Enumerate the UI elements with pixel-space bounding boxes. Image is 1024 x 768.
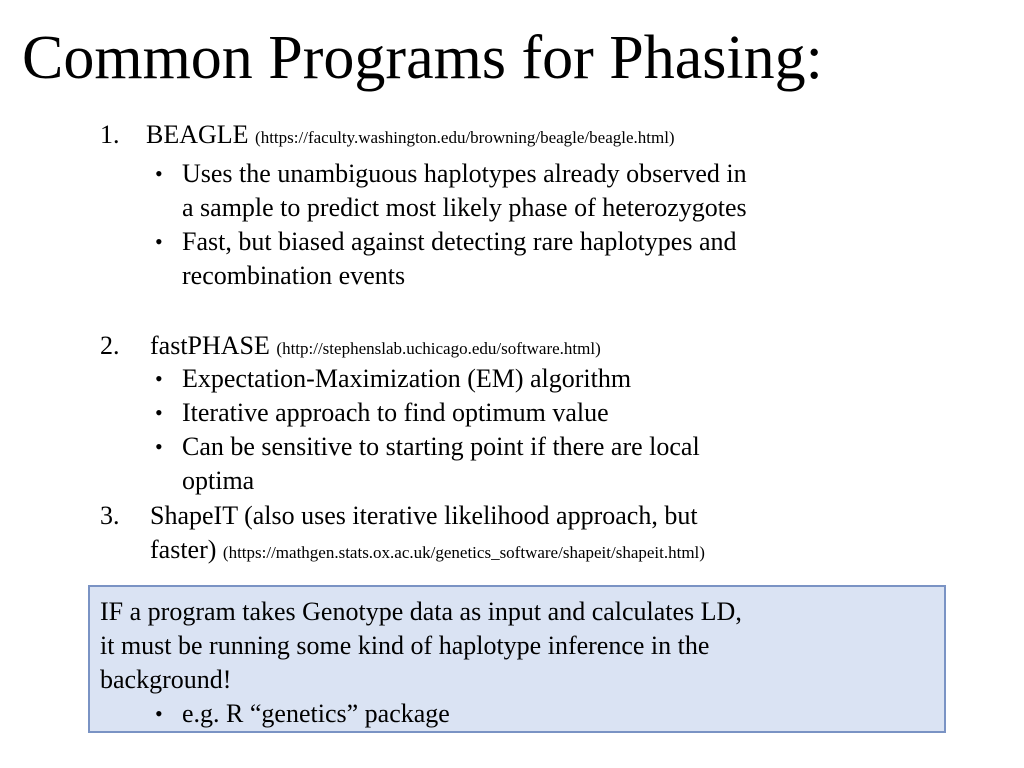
beagle-url: (https://faculty.washington.edu/browning/beagle/beagle.html) [255, 128, 675, 147]
item-2-heading [150, 329, 601, 366]
shapeit-line-1: ShapeIT (also uses iterative likelihood approach, but [150, 501, 698, 530]
callout-line-3: background! [100, 665, 232, 694]
item-number-1: 1. [100, 120, 120, 149]
beagle-bullet-2-line-1: Fast, but biased against detecting rare haplotypes and [182, 227, 737, 256]
item-number-3: 3. [100, 501, 120, 530]
program-name-fastphase: fastPHASE [150, 331, 270, 360]
beagle-bullet-1-line-2: a sample to predict most likely phase of heterozygotes [182, 193, 747, 222]
shapeit-url: (https://mathgen.stats.ox.ac.uk/genetics_software/shapeit/shapeit.html) [222, 543, 705, 562]
bullet-icon: • [155, 366, 163, 391]
bullet-icon: • [155, 161, 163, 186]
item-1-heading [146, 118, 675, 155]
bullet-icon: • [155, 400, 163, 425]
item-number-2: 2. [100, 331, 120, 360]
bullet-icon: • [155, 701, 163, 726]
callout-line-1: IF a program takes Genotype data as input and calculates LD, [100, 597, 742, 626]
fastphase-bullet-1: Expectation-Maximization (EM) algorithm [182, 364, 632, 393]
fastphase-bullet-3-line-1: Can be sensitive to starting point if there are local [182, 432, 700, 461]
beagle-bullet-1-line-1: Uses the unambiguous haplotypes already observed in [182, 159, 747, 188]
beagle-bullet-2-line-2: recombination events [182, 261, 406, 290]
shapeit-faster-text: faster) [150, 535, 217, 564]
program-name-beagle: BEAGLE [146, 120, 249, 149]
callout-line-2: it must be running some kind of haplotype inference in the [100, 631, 710, 660]
shapeit-line-2 [150, 533, 705, 570]
callout-box [88, 585, 946, 733]
slide-title: Common Programs for Phasing: [22, 24, 823, 92]
callout-bullet: e.g. R “genetics” package [182, 699, 450, 728]
bullet-icon: • [155, 434, 163, 459]
bullet-icon: • [155, 229, 163, 254]
fastphase-bullet-2: Iterative approach to find optimum value [182, 398, 609, 427]
fastphase-bullet-3-line-2: optima [182, 466, 255, 495]
fastphase-url: (http://stephenslab.uchicago.edu/software.html) [276, 339, 601, 358]
